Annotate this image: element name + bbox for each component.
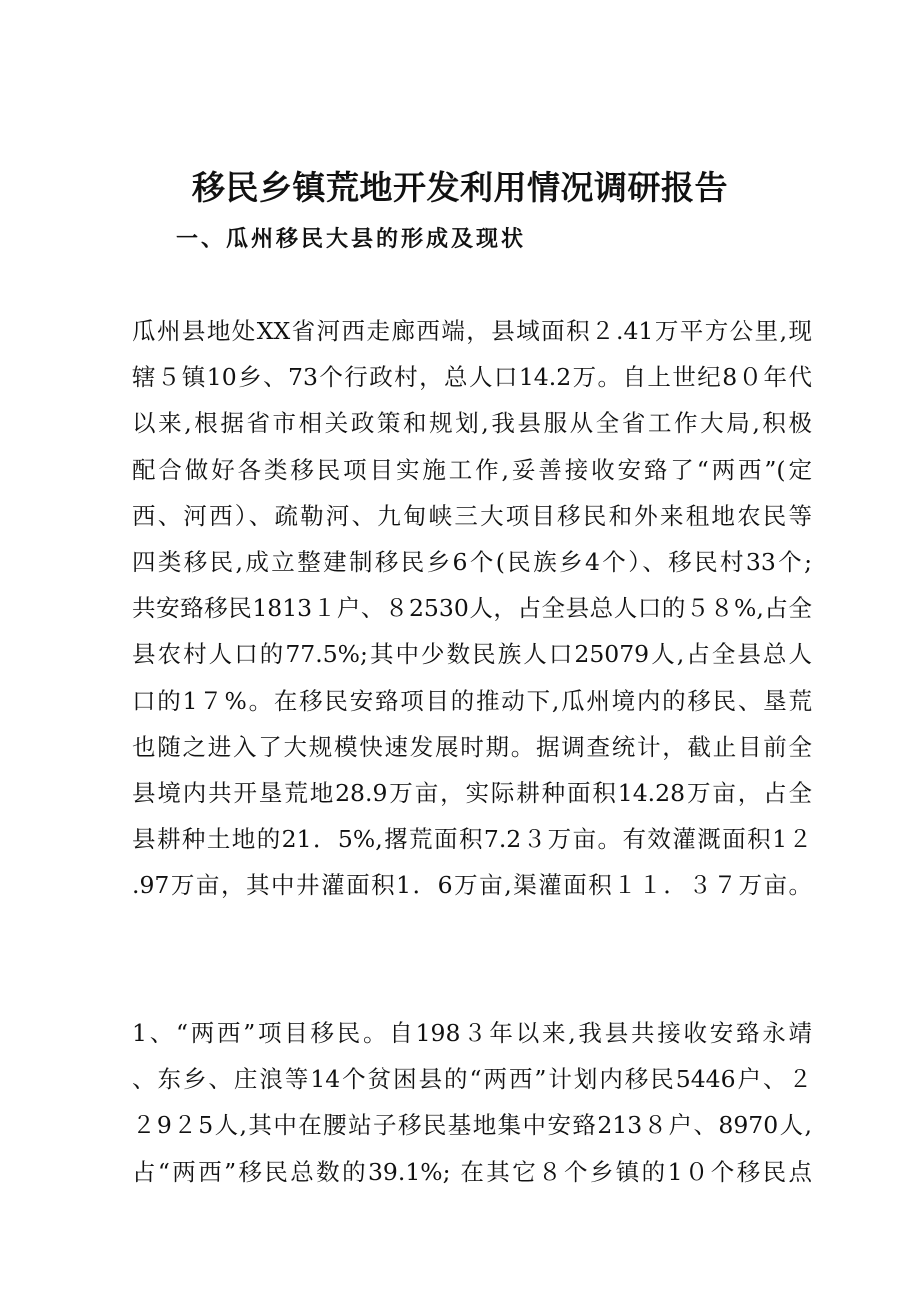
paragraph-line: 口的1７%。在移民安臵项目的推动下,瓜州境内的移民、垦荒 (132, 686, 812, 715)
paragraph-line: ２9２5人,其中在腰站子移民基地集中安臵213８户、8970人, (132, 1111, 812, 1140)
document-title: 移民乡镇荒地开发利用情况调研报告 (192, 168, 728, 207)
paragraph-line: 县境内共开垦荒地28.9万亩，实际耕种面积14.28万亩，占全 (132, 778, 812, 807)
paragraph-line: 四类移民,成立整建制移民乡6个(民族乡4个）、移民村33个; (132, 547, 812, 576)
paragraph-line: 以来,根据省市相关政策和规划,我县服从全省工作大局,积极 (132, 409, 812, 438)
paragraph-line: 西、河西）、疏勒河、九甸峡三大项目移民和外来租地农民等 (132, 501, 812, 530)
paragraph-line: 共安臵移民1813１户、８2530人，占全县总人口的５８%,占全 (132, 594, 812, 623)
paragraph-line: .97万亩，其中井灌面积1．6万亩,渠灌面积１１．３７万亩。 (132, 871, 812, 900)
paragraph-line: 、东乡、庄浪等14个贫困县的“两西”计划内移民5446户、２ (132, 1065, 812, 1094)
paragraph-line: 瓜州县地处XX省河西走廊西端，县域面积２.41万平方公里,现 (132, 317, 812, 345)
paragraph-line: 也随之进入了大规模快速发展时期。据调查统计，截止目前全 (132, 732, 812, 761)
paragraph-line: 占“两西”移民总数的39.1%; 在其它８个乡镇的1０个移民点 (132, 1157, 812, 1186)
paragraph-line: 配合做好各类移民项目实施工作,妥善接收安臵了“两西”(定 (132, 455, 812, 484)
paragraph-line: 1、“两西”项目移民。自198３年以来,我县共接收安臵永靖 (132, 1019, 812, 1047)
body-paragraph-2 (132, 1010, 812, 1195)
paragraph-line: 县农村人口的77.5%;其中少数民族人口25079人,占全县总人 (132, 640, 812, 669)
body-paragraph-1 (132, 308, 812, 908)
section-heading: 一、瓜州移民大县的形成及现状 (176, 226, 527, 252)
paragraph-line: 县耕种土地的21．5%,撂荒面积7.2３万亩。有效灌溉面积1２ (132, 825, 812, 854)
paragraph-line: 辖５镇10乡、73个行政村，总人口14.2万。自上世纪8０年代 (132, 363, 812, 392)
